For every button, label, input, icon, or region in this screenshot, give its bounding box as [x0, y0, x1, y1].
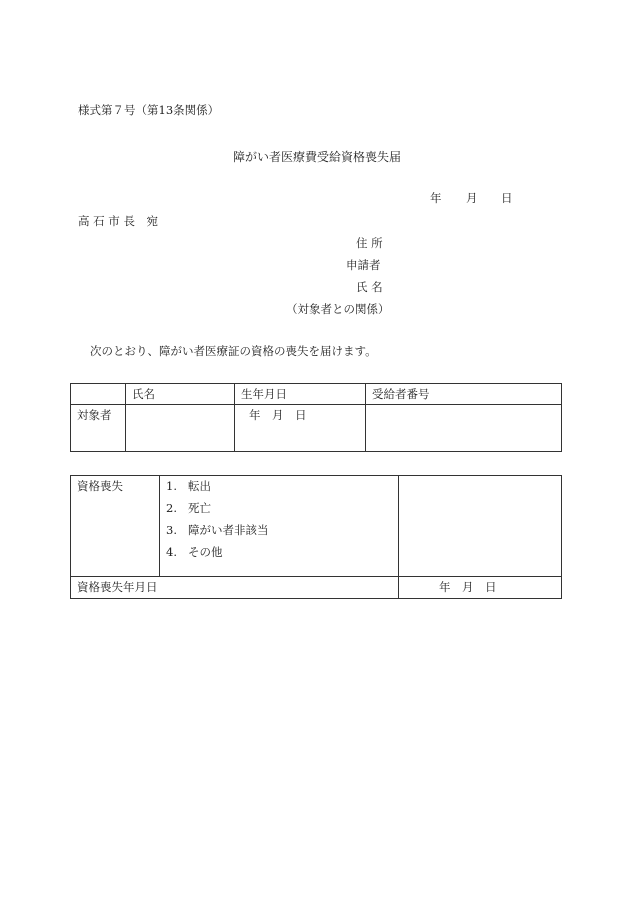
option-4-number: 4. [166, 545, 177, 559]
loss-label: 資格喪失 [71, 476, 160, 577]
option-2-number: 2. [166, 501, 177, 515]
option-1-number: 1. [166, 479, 177, 493]
addressee: 高 石 市 長 宛 [78, 214, 158, 228]
loss-date-value[interactable]: 年 月 日 [399, 577, 562, 599]
option-2[interactable] [166, 500, 392, 522]
header-name: 氏名 [126, 384, 235, 405]
header-birth-date: 生年月日 [235, 384, 366, 405]
address-label: 住 所 [356, 236, 383, 250]
other-detail-cell[interactable] [399, 476, 562, 577]
option-3-number: 3. [166, 523, 177, 537]
relation-label: （対象者との関係） [286, 302, 390, 316]
form-number: 様式第７号（第13条関係） [78, 103, 220, 117]
loss-of-eligibility-table [70, 475, 562, 599]
recipient-number-cell[interactable] [366, 405, 562, 452]
header-blank-cell [71, 384, 126, 405]
row-label-target: 対象者 [71, 405, 126, 452]
option-2-label: 死亡 [188, 501, 211, 515]
name-value-cell[interactable] [126, 405, 235, 452]
loss-date-label: 資格喪失年月日 [71, 577, 399, 599]
name-label: 氏 名 [356, 280, 383, 294]
page-title: 障がい者医療費受給資格喪失届 [233, 150, 402, 164]
body-text: 次のとおり、障がい者医療証の資格の喪失を届けます。 [90, 344, 377, 358]
option-3-label: 障がい者非該当 [188, 523, 269, 537]
target-person-table [70, 383, 562, 452]
applicant-label: 申請者 [346, 258, 381, 272]
date-day-label: 日 [501, 191, 513, 205]
option-1[interactable] [166, 478, 392, 500]
header-recipient-number: 受給者番号 [366, 384, 562, 405]
date-month-label: 月 [466, 191, 478, 205]
option-3[interactable] [166, 522, 392, 544]
loss-options [160, 476, 399, 577]
option-1-label: 転出 [188, 479, 211, 493]
option-4[interactable] [166, 544, 392, 566]
date-year-label: 年 [430, 191, 442, 205]
birth-date-cell[interactable]: 年 月 日 [235, 405, 366, 452]
option-4-label: その他 [188, 545, 223, 559]
